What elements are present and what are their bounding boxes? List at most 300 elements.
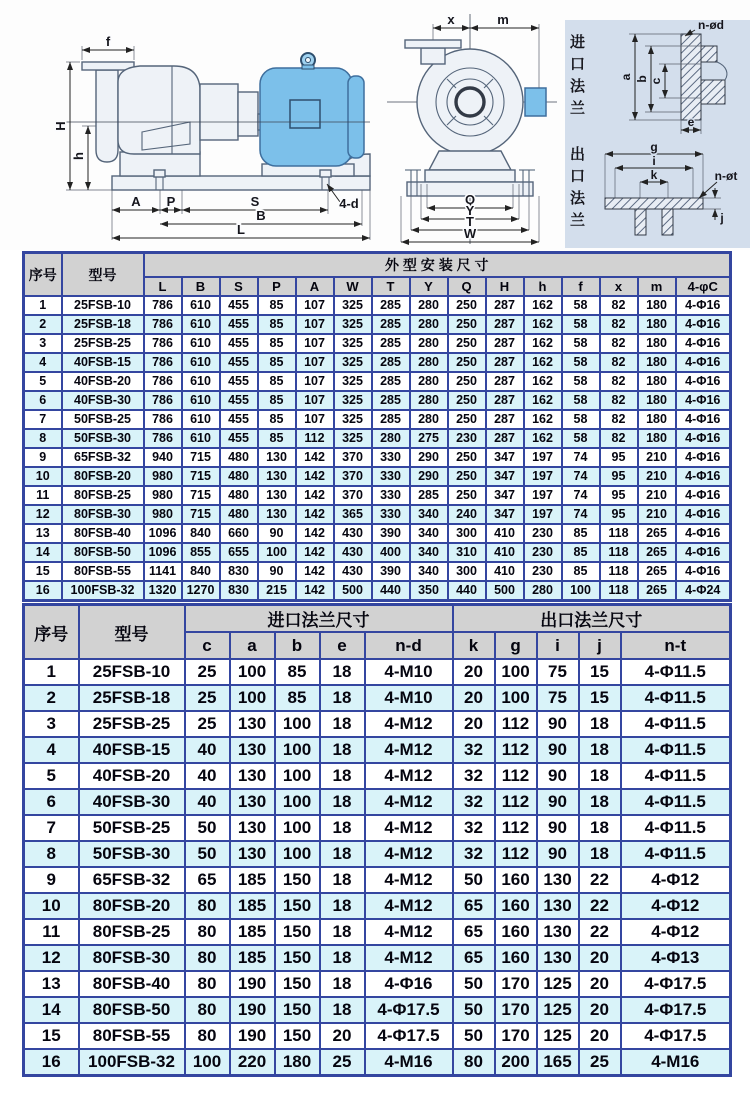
value-cell: 4-M12 (365, 737, 453, 763)
value-cell: 410 (486, 524, 524, 543)
pump-front-view-drawing (375, 2, 565, 248)
value-cell: 250 (448, 410, 486, 429)
value-cell: 150 (275, 919, 320, 945)
value-cell: 287 (486, 296, 524, 315)
value-cell: 162 (524, 410, 562, 429)
value-cell: 4-Φ16 (676, 334, 731, 353)
value-cell: 58 (562, 429, 600, 448)
value-cell: 25 (185, 659, 230, 685)
value-cell: 230 (524, 562, 562, 581)
value-cell: 112 (495, 763, 537, 789)
value-cell: 180 (638, 334, 676, 353)
column-header: T (372, 277, 410, 296)
value-cell: 840 (182, 524, 220, 543)
value-cell: 18 (320, 997, 365, 1023)
value-cell: 80 (185, 1023, 230, 1049)
value-cell: 4-Φ11.5 (621, 685, 731, 711)
value-cell: 4-Φ11.5 (621, 737, 731, 763)
value-cell: 4-Φ11.5 (621, 711, 731, 737)
value-cell: 400 (372, 543, 410, 562)
pump-side-view-drawing (22, 4, 372, 248)
value-cell: 4-M12 (365, 867, 453, 893)
value-cell: 18 (320, 841, 365, 867)
value-cell: 40 (185, 789, 230, 815)
dim-label-h: h (71, 152, 86, 160)
value-cell: 715 (182, 486, 220, 505)
value-cell: 455 (220, 372, 258, 391)
value-cell: 4-M12 (365, 841, 453, 867)
value-cell: 118 (600, 543, 638, 562)
value-cell: 85 (258, 296, 296, 315)
value-cell: 118 (600, 524, 638, 543)
value-cell: 250 (448, 448, 486, 467)
value-cell: 455 (220, 334, 258, 353)
row-number-cell: 15 (24, 562, 62, 581)
dim-label-T: T (466, 214, 474, 229)
row-number-cell: 14 (24, 543, 62, 562)
row-number-cell: 9 (24, 867, 79, 893)
dim-label-x: x (447, 12, 455, 27)
value-cell: 100 (275, 789, 320, 815)
value-cell: 18 (579, 815, 621, 841)
value-cell: 280 (372, 429, 410, 448)
value-cell: 74 (562, 467, 600, 486)
column-header: k (453, 632, 495, 659)
column-header: a (230, 632, 275, 659)
value-cell: 85 (275, 659, 320, 685)
value-cell: 80 (185, 919, 230, 945)
model-cell: 50FSB-25 (79, 815, 185, 841)
column-header: b (275, 632, 320, 659)
column-header: m (638, 277, 676, 296)
value-cell: 4-Φ17.5 (621, 971, 731, 997)
value-cell: 310 (448, 543, 486, 562)
value-cell: 160 (495, 867, 537, 893)
dim-label-j: j (720, 211, 724, 225)
value-cell: 197 (524, 467, 562, 486)
value-cell: 112 (495, 711, 537, 737)
column-header: f (562, 277, 600, 296)
row-number-cell: 12 (24, 505, 62, 524)
value-cell: 4-Φ16 (676, 524, 731, 543)
value-cell: 80 (185, 893, 230, 919)
value-cell: 4-Φ11.5 (621, 763, 731, 789)
value-cell: 20 (453, 685, 495, 711)
value-cell: 455 (220, 391, 258, 410)
value-cell: 610 (182, 372, 220, 391)
value-cell: 22 (579, 867, 621, 893)
value-cell: 285 (372, 353, 410, 372)
value-cell: 786 (144, 372, 182, 391)
value-cell: 347 (486, 505, 524, 524)
value-cell: 82 (600, 410, 638, 429)
row-number-cell: 5 (24, 372, 62, 391)
value-cell: 142 (296, 543, 334, 562)
model-cell: 80FSB-25 (79, 919, 185, 945)
value-cell: 190 (230, 997, 275, 1023)
value-cell: 250 (448, 467, 486, 486)
value-cell: 330 (372, 448, 410, 467)
table-row (24, 971, 731, 997)
value-cell: 455 (220, 315, 258, 334)
value-cell: 95 (600, 448, 638, 467)
value-cell: 142 (296, 581, 334, 601)
value-cell: 20 (320, 1023, 365, 1049)
suction-flange (405, 40, 461, 48)
value-cell: 22 (579, 919, 621, 945)
value-cell: 18 (320, 685, 365, 711)
value-cell: 18 (320, 815, 365, 841)
value-cell: 4-Φ11.5 (621, 659, 731, 685)
table-row (24, 391, 731, 410)
value-cell: 340 (410, 543, 448, 562)
dim-label-S: S (250, 194, 260, 209)
value-cell: 180 (275, 1049, 320, 1076)
value-cell: 4-Φ12 (621, 867, 731, 893)
value-cell: 130 (230, 711, 275, 737)
table-row (24, 429, 731, 448)
value-cell: 112 (495, 815, 537, 841)
value-cell: 85 (562, 524, 600, 543)
value-cell: 190 (230, 971, 275, 997)
value-cell: 4-Φ17.5 (621, 1023, 731, 1049)
value-cell: 74 (562, 486, 600, 505)
value-cell: 80 (185, 971, 230, 997)
dim-label-g: g (650, 142, 658, 154)
dim-label-n-ot: n-øt (714, 169, 738, 183)
value-cell: 18 (579, 737, 621, 763)
value-cell: 142 (296, 524, 334, 543)
value-cell: 455 (220, 410, 258, 429)
value-cell: 330 (372, 505, 410, 524)
value-cell: 170 (495, 1023, 537, 1049)
value-cell: 185 (230, 945, 275, 971)
pedestal (429, 151, 511, 170)
value-cell: 4-Φ16 (676, 296, 731, 315)
dim-label-A: A (131, 194, 141, 209)
value-cell: 160 (495, 945, 537, 971)
model-cell: 50FSB-30 (62, 429, 144, 448)
value-cell: 90 (537, 711, 579, 737)
value-cell: 300 (448, 524, 486, 543)
dim-label-4d: 4-d (339, 196, 359, 211)
value-cell: 142 (296, 448, 334, 467)
model-cell: 25FSB-18 (62, 315, 144, 334)
row-number-cell: 3 (24, 711, 79, 737)
value-cell: 162 (524, 391, 562, 410)
column-header: Q (448, 277, 486, 296)
value-cell: 285 (372, 315, 410, 334)
value-cell: 95 (600, 486, 638, 505)
value-cell: 285 (372, 391, 410, 410)
value-cell: 58 (562, 353, 600, 372)
value-cell: 20 (579, 1023, 621, 1049)
value-cell: 180 (638, 391, 676, 410)
column-header: B (182, 277, 220, 296)
column-header: h (524, 277, 562, 296)
value-cell: 18 (579, 711, 621, 737)
value-cell: 4-Φ13 (621, 945, 731, 971)
value-cell: 18 (320, 763, 365, 789)
value-cell: 130 (537, 945, 579, 971)
value-cell: 1096 (144, 543, 182, 562)
row-number-cell: 15 (24, 1023, 79, 1049)
row-number-cell: 1 (24, 296, 62, 315)
column-header: A (296, 277, 334, 296)
value-cell: 50 (453, 997, 495, 1023)
value-cell: 786 (144, 353, 182, 372)
table-row (24, 334, 731, 353)
value-cell: 80 (185, 997, 230, 1023)
value-cell: 455 (220, 353, 258, 372)
value-cell: 40 (185, 763, 230, 789)
table-row (24, 867, 731, 893)
table-row (24, 919, 731, 945)
value-cell: 180 (638, 429, 676, 448)
row-number-cell: 5 (24, 763, 79, 789)
installation-dimensions-table (22, 251, 732, 602)
value-cell: 58 (562, 296, 600, 315)
value-cell: 430 (334, 524, 372, 543)
value-cell: 85 (258, 315, 296, 334)
row-number-cell: 2 (24, 685, 79, 711)
value-cell: 180 (638, 372, 676, 391)
value-cell: 107 (296, 315, 334, 334)
dim-label-f: f (105, 34, 111, 49)
value-cell: 230 (524, 524, 562, 543)
value-cell: 90 (537, 737, 579, 763)
value-cell: 480 (220, 486, 258, 505)
value-cell: 4-Φ16 (676, 391, 731, 410)
value-cell: 370 (334, 467, 372, 486)
value-cell: 610 (182, 391, 220, 410)
value-cell: 185 (230, 867, 275, 893)
value-cell: 4-Φ16 (676, 429, 731, 448)
value-cell: 112 (495, 737, 537, 763)
value-cell: 250 (448, 315, 486, 334)
value-cell: 4-M12 (365, 789, 453, 815)
value-cell: 786 (144, 315, 182, 334)
value-cell: 32 (453, 841, 495, 867)
value-cell: 280 (410, 296, 448, 315)
value-cell: 340 (410, 524, 448, 543)
value-cell: 610 (182, 334, 220, 353)
value-cell: 197 (524, 486, 562, 505)
row-number-cell: 8 (24, 429, 62, 448)
column-header: Y (410, 277, 448, 296)
value-cell: 125 (537, 971, 579, 997)
model-cell: 50FSB-30 (79, 841, 185, 867)
value-cell: 4-Φ11.5 (621, 841, 731, 867)
model-cell: 25FSB-25 (79, 711, 185, 737)
value-cell: 107 (296, 334, 334, 353)
dim-label-a: a (619, 73, 633, 81)
value-cell: 285 (372, 296, 410, 315)
value-cell: 100 (230, 685, 275, 711)
value-cell: 18 (320, 945, 365, 971)
model-cell: 80FSB-20 (79, 893, 185, 919)
value-cell: 107 (296, 410, 334, 429)
row-number-cell: 14 (24, 997, 79, 1023)
dim-label-P: P (166, 194, 176, 209)
value-cell: 22 (579, 893, 621, 919)
value-cell: 130 (230, 789, 275, 815)
model-cell: 80FSB-55 (79, 1023, 185, 1049)
column-header: c (185, 632, 230, 659)
value-cell: 325 (334, 391, 372, 410)
value-cell: 215 (258, 581, 296, 601)
model-cell: 40FSB-20 (62, 372, 144, 391)
value-cell: 190 (230, 1023, 275, 1049)
value-cell: 290 (410, 467, 448, 486)
value-cell: 18 (579, 841, 621, 867)
value-cell: 82 (600, 391, 638, 410)
value-cell: 280 (410, 410, 448, 429)
value-cell: 370 (334, 486, 372, 505)
value-cell: 285 (372, 372, 410, 391)
row-number-cell: 16 (24, 1049, 79, 1076)
value-cell: 980 (144, 486, 182, 505)
value-cell: 162 (524, 334, 562, 353)
value-cell: 4-Φ17.5 (365, 1023, 453, 1049)
value-cell: 4-M12 (365, 763, 453, 789)
value-cell: 210 (638, 467, 676, 486)
value-cell: 287 (486, 429, 524, 448)
row-number-cell: 13 (24, 524, 62, 543)
value-cell: 830 (220, 581, 258, 601)
value-cell: 50 (453, 867, 495, 893)
column-header: x (600, 277, 638, 296)
value-cell: 287 (486, 410, 524, 429)
model-cell: 40FSB-30 (62, 391, 144, 410)
dim-label-m: m (497, 12, 509, 27)
technical-drawings (0, 0, 750, 250)
value-cell: 4-Φ16 (676, 505, 731, 524)
value-cell: 100 (185, 1049, 230, 1076)
value-cell: 230 (524, 543, 562, 562)
row-number-cell: 6 (24, 789, 79, 815)
value-cell: 85 (258, 334, 296, 353)
value-cell: 347 (486, 448, 524, 467)
value-cell: 150 (275, 945, 320, 971)
value-cell: 285 (372, 334, 410, 353)
value-cell: 390 (372, 562, 410, 581)
dim-label-c: c (649, 77, 663, 85)
value-cell: 100 (562, 581, 600, 601)
value-cell: 25 (320, 1049, 365, 1076)
value-cell: 107 (296, 296, 334, 315)
value-cell: 4-Φ16 (676, 353, 731, 372)
value-cell: 130 (230, 763, 275, 789)
column-header: S (220, 277, 258, 296)
value-cell: 4-Φ16 (365, 971, 453, 997)
value-cell: 4-M12 (365, 893, 453, 919)
value-cell: 390 (372, 524, 410, 543)
row-number-cell: 4 (24, 737, 79, 763)
table-row (24, 486, 731, 505)
value-cell: 250 (448, 296, 486, 315)
model-cell: 80FSB-30 (62, 505, 144, 524)
value-cell: 125 (537, 997, 579, 1023)
dim-label-H: H (53, 121, 68, 131)
model-cell: 80FSB-25 (62, 486, 144, 505)
table-row (24, 353, 731, 372)
model-cell: 25FSB-10 (79, 659, 185, 685)
value-cell: 325 (334, 296, 372, 315)
value-cell: 90 (537, 815, 579, 841)
value-cell: 347 (486, 486, 524, 505)
value-cell: 250 (448, 486, 486, 505)
value-cell: 715 (182, 448, 220, 467)
value-cell: 1320 (144, 581, 182, 601)
value-cell: 80 (185, 945, 230, 971)
value-cell: 20 (579, 997, 621, 1023)
value-cell: 130 (537, 867, 579, 893)
value-cell: 162 (524, 429, 562, 448)
value-cell: 500 (334, 581, 372, 601)
value-cell: 162 (524, 353, 562, 372)
column-header: n-t (621, 632, 731, 659)
value-cell: 610 (182, 315, 220, 334)
flange-plate (605, 198, 703, 209)
table-row (24, 562, 731, 581)
value-cell: 18 (320, 711, 365, 737)
value-cell: 160 (495, 919, 537, 945)
table-row (24, 945, 731, 971)
column-header: i (537, 632, 579, 659)
value-cell: 280 (410, 334, 448, 353)
value-cell: 220 (230, 1049, 275, 1076)
value-cell: 4-M12 (365, 815, 453, 841)
value-cell: 80 (453, 1049, 495, 1076)
table-row (24, 581, 731, 601)
value-cell: 125 (537, 1023, 579, 1049)
value-cell: 4-M12 (365, 919, 453, 945)
value-cell: 20 (579, 945, 621, 971)
row-number-cell: 13 (24, 971, 79, 997)
column-header: j (579, 632, 621, 659)
model-cell: 80FSB-40 (79, 971, 185, 997)
value-cell: 325 (334, 410, 372, 429)
value-cell: 287 (486, 353, 524, 372)
model-cell: 25FSB-25 (62, 334, 144, 353)
value-cell: 90 (537, 789, 579, 815)
model-cell: 65FSB-32 (79, 867, 185, 893)
value-cell: 130 (230, 841, 275, 867)
value-cell: 107 (296, 391, 334, 410)
value-cell: 330 (372, 486, 410, 505)
outlet-flange-section-drawing (585, 142, 747, 246)
value-cell: 250 (448, 391, 486, 410)
value-cell: 32 (453, 737, 495, 763)
table-row (24, 815, 731, 841)
value-cell: 4-M10 (365, 659, 453, 685)
value-cell: 610 (182, 429, 220, 448)
model-cell: 80FSB-50 (62, 543, 144, 562)
column-header: g (495, 632, 537, 659)
value-cell: 455 (220, 296, 258, 315)
column-header: P (258, 277, 296, 296)
value-cell: 107 (296, 353, 334, 372)
model-cell: 80FSB-40 (62, 524, 144, 543)
value-cell: 85 (258, 372, 296, 391)
value-cell: 4-Φ16 (676, 486, 731, 505)
value-cell: 118 (600, 562, 638, 581)
index-column-header: 序号 (24, 605, 79, 660)
table-row (24, 467, 731, 486)
value-cell: 325 (334, 315, 372, 334)
table-row (24, 997, 731, 1023)
